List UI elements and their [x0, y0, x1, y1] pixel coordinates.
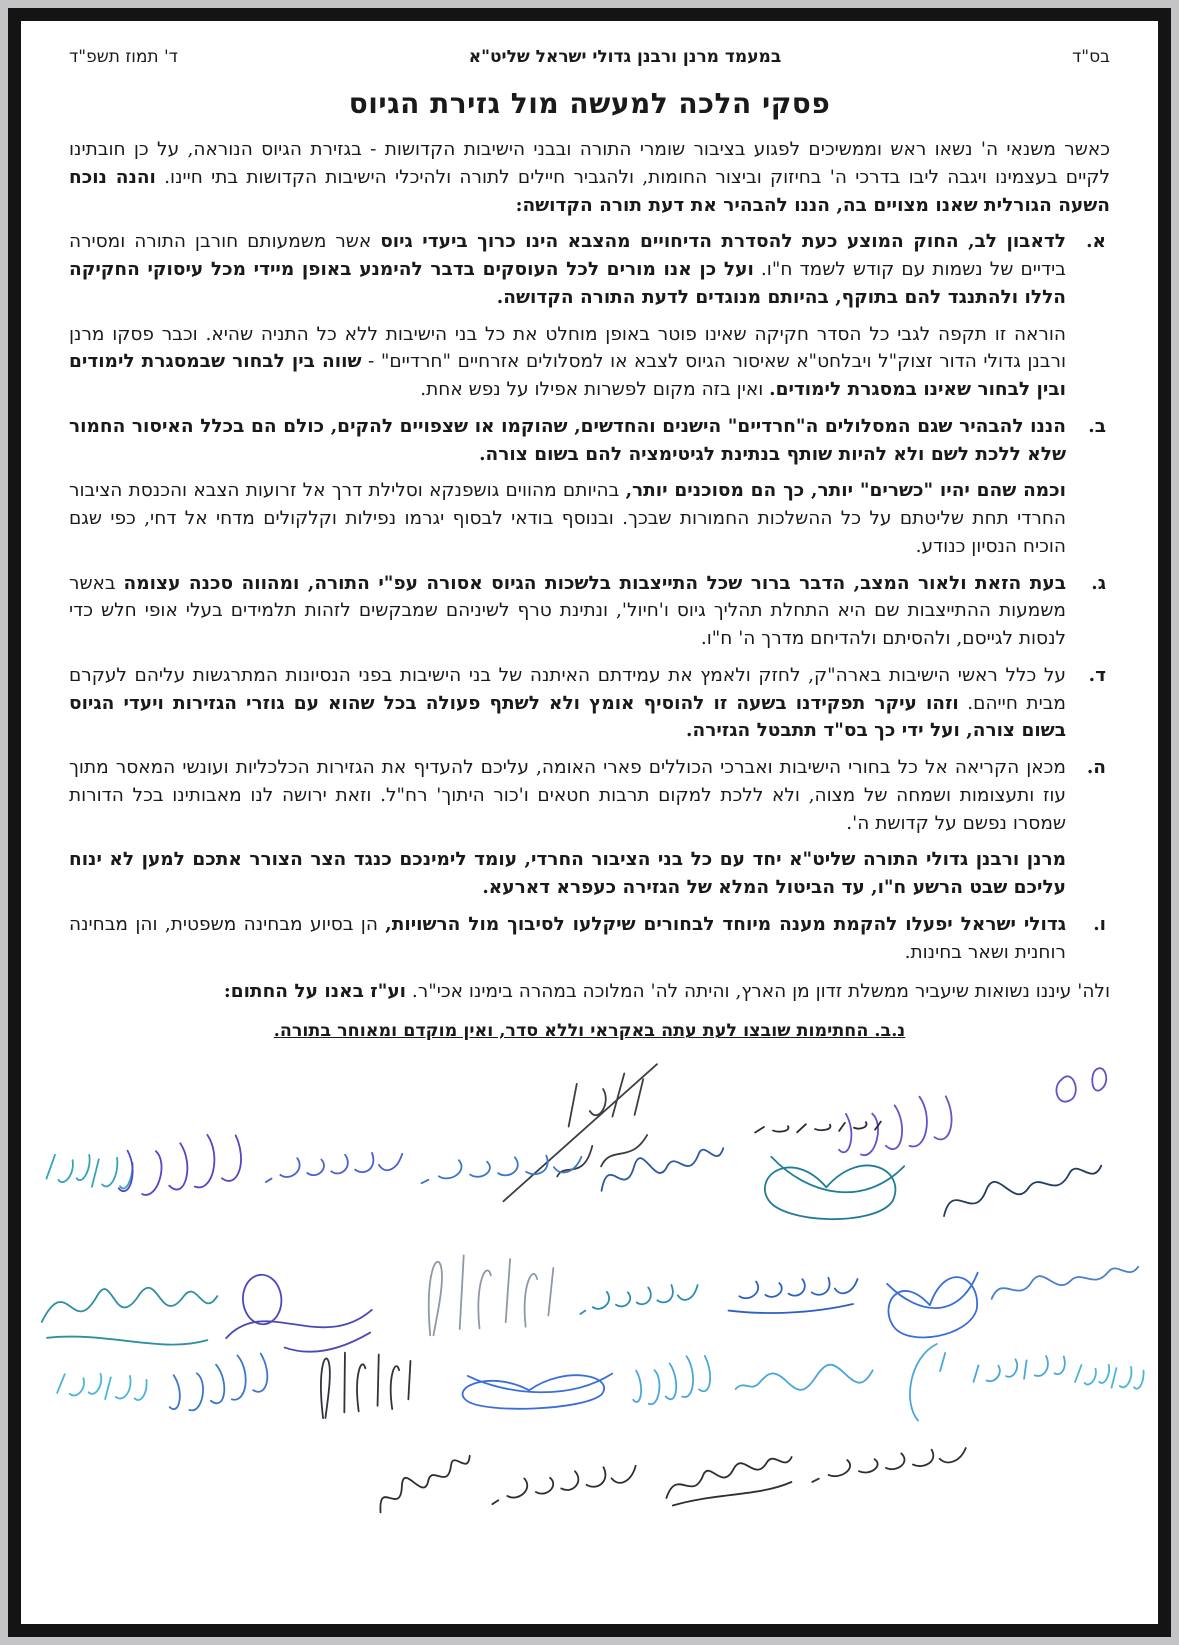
signature	[433, 1357, 625, 1419]
signature	[397, 1236, 566, 1347]
signature	[962, 1345, 1076, 1401]
signature	[802, 1430, 977, 1500]
signature	[1024, 1052, 1123, 1125]
item-letter: ג.	[1091, 572, 1106, 594]
signature	[108, 1116, 259, 1225]
text-run: הננו להבהיר שגם המסלולים ה"חרדיים" הישנים והחדשים, שהוקמו או שצפויים להקים, כולם הם בכלל האיסור החמור שלא ללכת לשם ולא להיות שותף בנתינת לגיטימציה להם בשום צורה.	[69, 415, 1066, 465]
item-letter: ד.	[1088, 664, 1106, 686]
item-6	[69, 911, 1110, 967]
text-run: גדולי ישראל יפעלו להקמת מענה מיוחד לבחורים שיקלעו לסיבוך מול הרשויות,	[385, 913, 1066, 935]
document-header	[69, 47, 1110, 67]
sub-paragraph	[69, 321, 1110, 404]
signature	[657, 1443, 802, 1512]
signature	[413, 1136, 591, 1205]
text-run: אשר משמעותם חורבן התורה ומסירה בידיים של נשמות עם קודש לשמד ח"ו.	[69, 231, 1066, 280]
text-run: באשר משמעות ההתייצבות שם היא התחלת תהליך גיוס ו'חיול', ונתינת טרף לשיניהם שמבקשים לזהות תלמידים בעלי אופי חלש כדי לנסות לגייסם, ולהסיתם ולהדיחם מדרך ה' ח"ו.	[69, 572, 1066, 649]
text-run: לדאבון לב, החוק המוצע כעת להסדרת הדיחויים מהצבא הינו כרוך ביעדי גיוס	[380, 231, 1066, 253]
header-occasion: במעמד מרנן ורבנן גדולי ישראל שליט"א	[468, 47, 782, 67]
text-run: בעת הזאת ולאור המצב, הדבר ברור שכל התייצבות בלשכות הגיוס אסורה עפ"י התורה, ומהווה סכנה עצומה	[123, 572, 1066, 594]
signature	[47, 1360, 156, 1422]
document-page	[8, 8, 1171, 1637]
signature	[481, 1444, 648, 1526]
signature	[623, 1341, 726, 1428]
text-run: מרנן ורבנן גדולי התורה שליט"א יחד עם כל בני הציבור החרדי, עומד לימינכם כנגד הצר הצורר אתכם למען לא ינוח עליכם שבט הרשע ח"ו, עד הביטול המלא של הגזירה כעפרא דארעא.	[69, 849, 1066, 898]
signatures-area	[69, 1053, 1110, 1525]
signature	[296, 1335, 422, 1428]
item-1	[69, 228, 1110, 311]
closing-paragraph	[69, 978, 1110, 1006]
text-run: והנה נוכח השעה הגורלית שאנו מצויים בה, הננו להבהיר את דעת תורה הקדושה:	[69, 166, 1110, 216]
text-run: וע"ז באנו על החתום:	[223, 981, 407, 1003]
header-bsd: בס"ד	[1072, 47, 1110, 67]
signature	[590, 1118, 733, 1217]
text-run: וזהו עיקר תפקידנו בשעה זו להוסיף אומץ ולא לשתף פעולה בכל שהוא עם גוזרי הגזירות ויעדי הגיוס בשום צורה, ועל ידי כך בס"ד תתבטל הגזירה.	[69, 692, 1066, 742]
signature	[718, 1262, 866, 1325]
signature	[982, 1247, 1146, 1316]
text-run: ועל כן אנו מורים לכל העוסקים בדבר להימנע באופן מיידי מכל עיסוקי החקיקה הללו ולהתנגד להם בתוקף, בהיותם מנוגדים לדעת התורה הקדושה.	[69, 259, 1066, 308]
item-2	[69, 413, 1110, 469]
signature	[884, 1335, 969, 1425]
signature	[728, 1350, 881, 1405]
signature	[360, 1430, 488, 1535]
item-3	[69, 570, 1110, 653]
text-run: ולה' עיננו נשואות שיעביר ממשלת זדון מן הארץ, והיתה לה' המלוכה במהרה בימינו אכי"ר.	[406, 981, 1110, 1003]
signature	[257, 1132, 411, 1204]
text-run: מכאן הקריאה אל כל בחורי הישיבות ואברכי הכוללים פארי האומה, עליכם להעדיף את הגזירות הכלכליות ועונשי המאסר מתוך עוז ותעצומות ושמחה של מצוה, ולא ללכת למקום תרבות חטאים ו'כור היתוך' רח"ל. וזאת ירושה לנו מאבותינו בכל הדורות שמסרו נפשם על קדושת ה'.	[69, 757, 1066, 834]
item-letter: ה.	[1086, 757, 1106, 778]
signature	[737, 1132, 915, 1233]
sub-paragraph	[69, 477, 1110, 560]
text-run: שווה בין לבחור שבמסגרת לימודים ובין לבחור שאינו במסגרת לימודים.	[69, 351, 1066, 400]
ps-paragraph	[69, 1018, 1110, 1044]
document-title: פסקי הלכה למעשה מול גזירת הגיוס	[348, 87, 831, 120]
text-run: בהיותם מהווים גושפנקא וסלילת דרך אל זרועות הצבא והכנסת הציבור החרדי תחת שליטתם על כל ההשלכות החמורות שבכך. ובנוסף בודאי לבסוף יגרמו נפילות וקלקולים מדחי אל דחי, כפי שגם הוכיח הנסיון כנודע.	[69, 480, 1066, 557]
intro-paragraph	[69, 136, 1110, 219]
header-date: ד' תמוז תשפ"ד	[69, 47, 178, 67]
text-run: נ.ב. החתימות שובצו לעת עתה באקראי וללא סדר, ואין מוקדם ומאוחר בתורה.	[273, 1021, 906, 1041]
signature	[1067, 1352, 1151, 1409]
sub-paragraph	[69, 846, 1110, 902]
item-letter: א.	[1086, 231, 1106, 253]
document-body	[69, 136, 1110, 1044]
signature	[571, 1266, 706, 1334]
item-4	[69, 662, 1110, 745]
text-run: על כלל ראשי הישיבות בארה"ק, לחזק ולאמץ את עמידתם האיתנה של בני הישיבות בפני הנסיונות המתרגשות עליהם לעקרם מבית חייהם.	[69, 664, 1066, 714]
text-run: כאשר משנאי ה' נשאו ראש וממשיכים לפגוע בציבור שומרי התורה ובבני הישיבות הקדושות - בגזירת הגיוס הנוראה, על כן חובתינו לקיים בעצמינו ויגבה ליבו בדרכי ה' בחיזוק וביצור החומות, ולהגביר חיילים לתורה ולהיכלי הישיבות הקדושות בתי חיינו.	[69, 139, 1111, 188]
text-run: וכמה שהם יהיו "כשרים" יותר, כך הם מסוכנים יותר,	[625, 480, 1067, 502]
text-run: הוראה זו תקפה לגבי כל הסדר חקיקה שאינו פוטר באופן מוחלט את כל בני הישיבות ללא כל התניה שהיא. וכבר פסקו מרנן ורבנן גדולי הדור זצוק"ל ויבלחט"א שאיסור הגיוס לצבא או למסלולים אזרחיים "חרדיים" -	[69, 323, 1066, 373]
text-run: ואין בזה מקום לפשרות אפילו על נפש אחת.	[420, 379, 770, 400]
item-5	[69, 754, 1110, 837]
item-letter: ו.	[1093, 913, 1106, 935]
text-run: הן בסיוע מבחינה משפטית, והן מבחינה רוחנית ושאר בחינות.	[69, 913, 1066, 963]
item-letter: ב.	[1088, 415, 1106, 437]
